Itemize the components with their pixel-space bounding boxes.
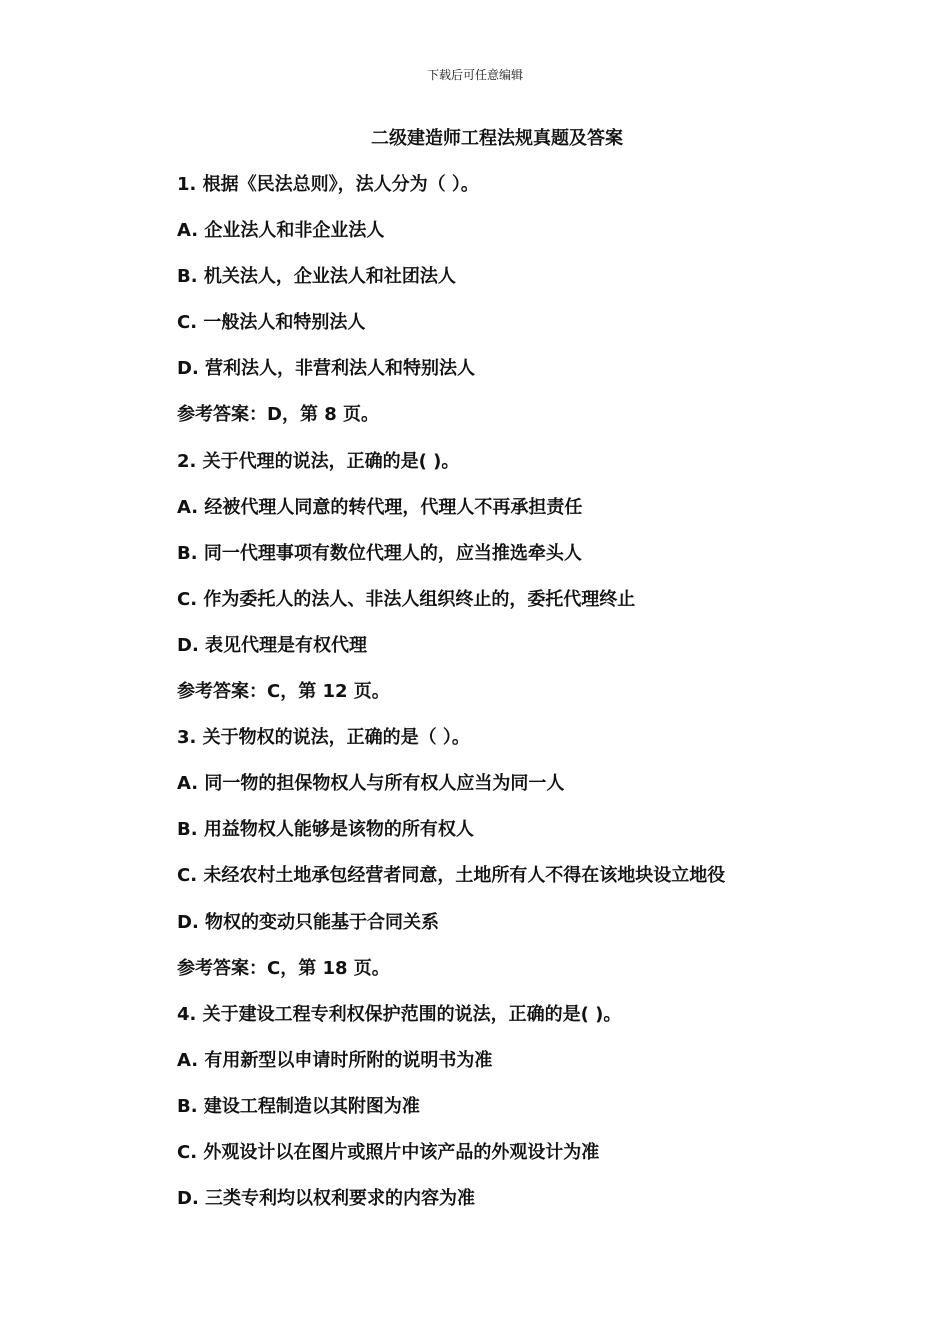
q4-option-d: D. 三类专利均以权利要求的内容为准 [177,1188,476,1210]
q4-option-a: A. 有用新型以申请时所附的说明书为准 [177,1049,493,1071]
q2-option-b: B. 同一代理事项有数位代理人的，应当推选牵头人 [177,542,582,564]
q2-option-c: C. 作为委托人的法人、非法人组织终止的，委托代理终止 [177,588,636,610]
q4-stem: 4. 关于建设工程专利权保护范围的说法，正确的是( )。 [177,1003,622,1025]
q3-option-b: B. 用益物权人能够是该物的所有权人 [177,819,474,841]
q1-option-c: C. 一般法人和特别法人 [177,312,366,334]
q1-answer: 参考答案：D，第 8 页。 [177,404,379,426]
q1-option-b: B. 机关法人，企业法人和社团法人 [177,266,456,288]
q1-option-d: D. 营利法人，非营利法人和特别法人 [177,358,476,380]
q3-answer: 参考答案：C，第 18 页。 [177,957,390,979]
q1-option-a: A. 企业法人和非企业法人 [177,220,385,242]
q2-stem: 2. 关于代理的说法，正确的是( )。 [177,450,460,472]
q2-option-d: D. 表见代理是有权代理 [177,634,368,656]
q1-stem: 1. 根据《民法总则》，法人分为（ ）。 [177,174,479,195]
q4-option-b: B. 建设工程制造以其附图为准 [177,1095,420,1117]
question-list [177,170,897,1230]
q3-option-c: C. 未经农村土地承包经营者同意，土地所有人不得在该地块设立地役 [177,865,726,887]
q4-option-c: C. 外观设计以在图片或照片中该产品的外观设计为准 [177,1141,600,1163]
q3-stem: 3. 关于物权的说法，正确的是（ ）。 [177,727,470,749]
header-note: 下载后可任意编辑 [426,68,523,82]
q3-option-d: D. 物权的变动只能基于合同关系 [177,911,440,933]
q2-answer: 参考答案：C，第 12 页。 [177,681,390,703]
document-title: 二级建造师工程法规真题及答案 [371,128,623,149]
q3-option-a: A. 同一物的担保物权人与所有权人应当为同一人 [177,773,565,795]
q2-option-a: A. 经被代理人同意的转代理，代理人不再承担责任 [177,496,583,518]
